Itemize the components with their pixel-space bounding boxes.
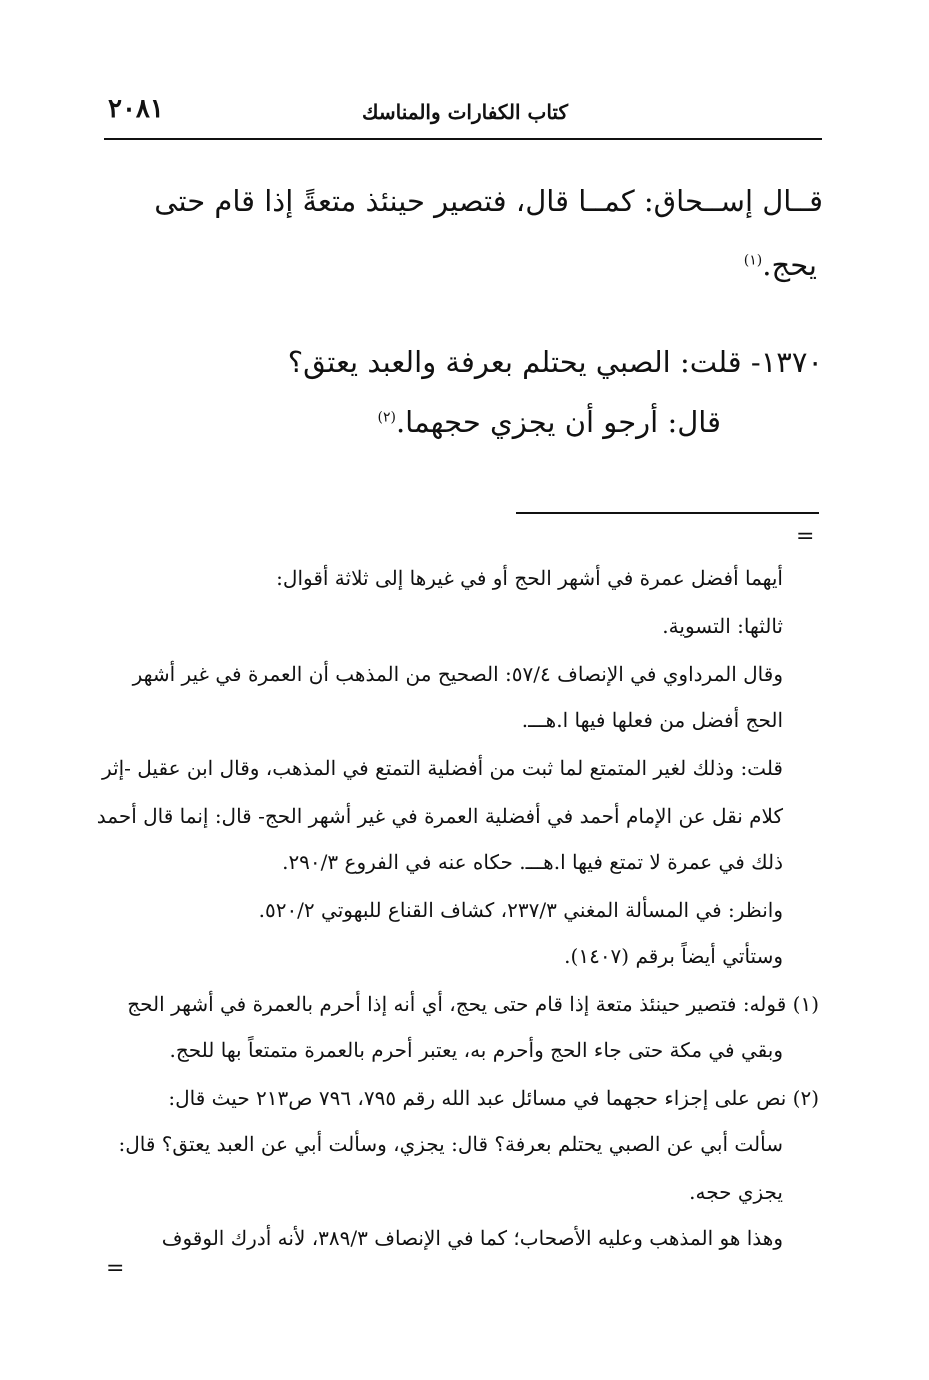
footnote-ref-1: (١) [743, 252, 763, 269]
main-paragraph-line-1: قــال إســحاق: كمــا قال، فتصير حينئذ متعةً إذا قام حتى [154, 184, 823, 218]
footnote-2-line: سألت أبي عن الصبي يحتلم بعرفة؟ قال: يجزي، وسألت أبي عن العبد يعتق؟ قال: [118, 1132, 783, 1156]
footnote-line: ثالثها: التسوية. [662, 614, 783, 638]
footnote-2-line: وهذا هو المذهب وعليه الأصحاب؛ كما في الإنصاف ٣٨٩/٣، لأنه أدرك الوقوف [161, 1226, 783, 1250]
footnote-ref-2: (٢) [377, 409, 396, 426]
footnote-1-line: (١) قوله: فتصير حينئذ متعة إذا قام حتى يحج، أي أنه إذا أحرم بالعمرة في أشهر الحج [127, 992, 819, 1016]
footnote-2-line: يجزي حجه. [689, 1180, 783, 1204]
main-paragraph-line-2 [744, 248, 817, 282]
footnote-line: أيهما أفضل عمرة في أشهر الحج أو في غيرها إلى ثلاثة أقوال: [276, 566, 783, 590]
footnote-line: ذلك في عمرة لا تمتع فيها ا.هـــ. حكاه عنه في الفروع ٢٩٠/٣. [282, 850, 783, 874]
footnote-2-line: (٢) نص على إجزاء حجهما في مسائل عبد الله رقم ٧٩٥، ٧٩٦ ص٢١٣ حيث قال: [168, 1086, 819, 1110]
footnote-line: كلام نقل عن الإمام أحمد في أفضلية العمرة في غير أشهر الحج- قال: إنما قال أحمد [96, 804, 783, 828]
header-rule [104, 138, 822, 140]
footnote-line: الحج أفضل من فعلها فيها ا.هـــ. [521, 708, 783, 732]
issue-question: ١٣٧٠- قلت: الصبي يحتلم بعرفة والعبد يعتق؟ [287, 345, 823, 379]
page-number: ٢٠٨١ [108, 94, 164, 124]
footnote-line: وقال المرداوي في الإنصاف ٥٧/٤: الصحيح من المذهب أن العمرة في غير أشهر [132, 662, 783, 686]
running-title: كتاب الكفارات والمناسك [362, 100, 568, 124]
main-paragraph-text: يحج. [762, 248, 817, 282]
issue-answer-text: قال: أرجو أن يجزي حجهما. [395, 405, 721, 439]
issue-answer [377, 405, 721, 439]
footnote-line: قلت: وذلك لغير المتمتع لما ثبت من أفضلية التمتع في المذهب، وقال ابن عقيل -إثر [102, 756, 783, 780]
continuation-mark-top: = [796, 524, 815, 549]
continuation-mark-bottom: = [106, 1256, 125, 1281]
footnote-rule [516, 512, 819, 514]
footnote-line: وانظر: في المسألة المغني ٢٣٧/٣، كشاف القناع للبهوتي ٥٢٠/٢. [258, 898, 783, 922]
footnote-line: وستأتي أيضاً برقم (١٤٠٧). [564, 944, 783, 968]
footnote-1-line: وبقي في مكة حتى جاء الحج وأحرم به، يعتبر أحرم بالعمرة متمتعاً بها للحج. [169, 1038, 783, 1062]
